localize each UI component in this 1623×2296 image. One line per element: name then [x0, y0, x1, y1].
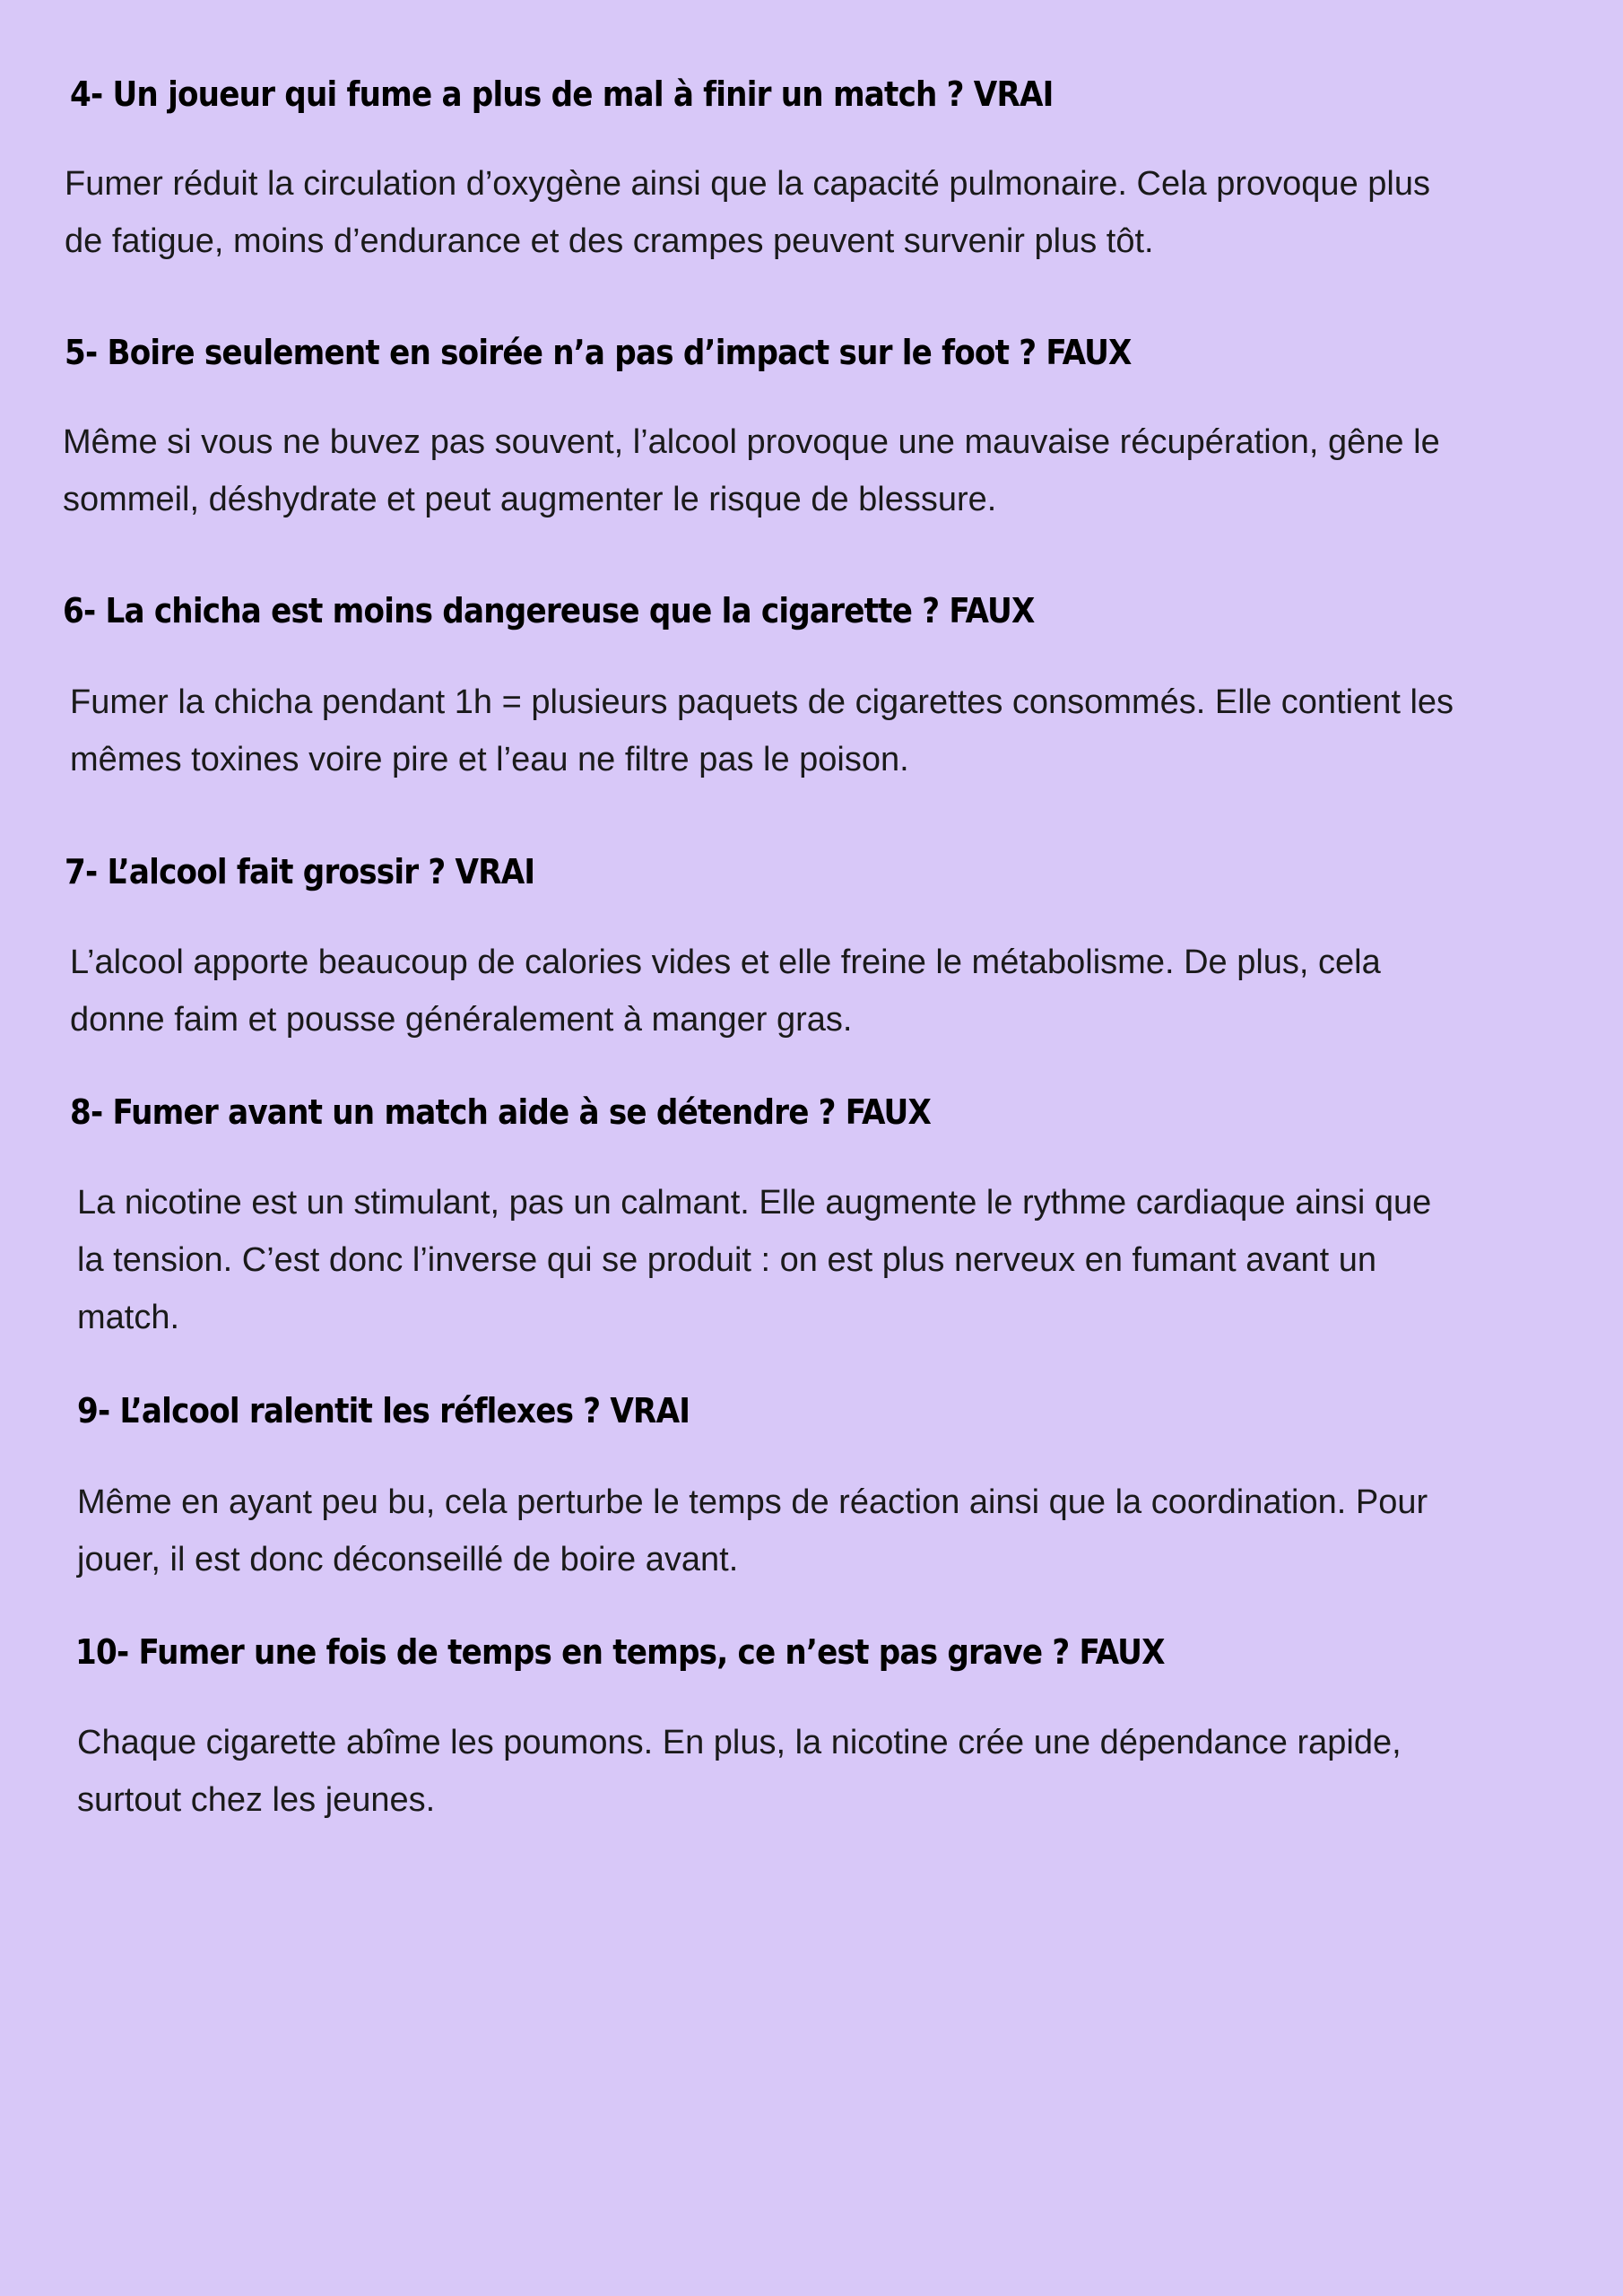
question-9-title: 9- L’alcool ralentit les réflexes ? VRAI [77, 1391, 690, 1431]
answer-line: Fumer réduit la circulation d’oxygène ainsi que la capacité pulmonaire. Cela provoque plus [65, 165, 1430, 203]
answer-line: sommeil, déshydrate et peut augmenter le risque de blessure. [63, 481, 997, 518]
answer-line: la tension. C’est donc l’inverse qui se produit : on est plus nerveux en fumant avant un [77, 1241, 1377, 1279]
question-8-answer [77, 1174, 1619, 1346]
question-4-title: 4- Un joueur qui fume a plus de mal à finir un match ? VRAI [70, 74, 1054, 114]
answer-line: jouer, il est donc déconseillé de boire avant. [77, 1541, 739, 1578]
answer-line: La nicotine est un stimulant, pas un calmant. Elle augmente le rythme cardiaque ainsi que [77, 1184, 1432, 1222]
answer-line: match. [77, 1299, 180, 1336]
question-7-title: 7- L’alcool fait grossir ? VRAI [65, 852, 535, 891]
question-9-answer [77, 1474, 1619, 1588]
question-5-answer [63, 413, 1605, 528]
answer-line: donne faim et pousse généralement à manger gras. [70, 1001, 853, 1039]
answer-line: mêmes toxines voire pire et l’eau ne filtre pas le poison. [70, 741, 909, 778]
question-5-title: 5- Boire seulement en soirée n’a pas d’impact sur le foot ? FAUX [65, 333, 1132, 372]
question-6-title: 6- La chicha est moins dangereuse que la cigarette ? FAUX [63, 591, 1035, 631]
question-8-title: 8- Fumer avant un match aide à se détendre ? FAUX [70, 1092, 932, 1132]
question-10-answer [77, 1714, 1619, 1829]
question-7-answer [70, 934, 1612, 1048]
question-10-title: 10- Fumer une fois de temps en temps, ce n’est pas grave ? FAUX [75, 1632, 1165, 1672]
answer-line: surtout chez les jeunes. [77, 1781, 436, 1819]
answer-line: de fatigue, moins d’endurance et des crampes peuvent survenir plus tôt. [65, 222, 1154, 260]
answer-line: Même si vous ne buvez pas souvent, l’alcool provoque une mauvaise récupération, gêne le [63, 423, 1440, 461]
answer-line: Fumer la chicha pendant 1h = plusieurs paquets de cigarettes consommés. Elle contient les [70, 683, 1454, 721]
question-6-answer [70, 674, 1612, 788]
answer-line: Chaque cigarette abîme les poumons. En plus, la nicotine crée une dépendance rapide, [77, 1724, 1402, 1761]
question-4-answer [65, 155, 1607, 270]
answer-line: Même en ayant peu bu, cela perturbe le temps de réaction ainsi que la coordination. Pour [77, 1483, 1428, 1521]
answer-line: L’alcool apporte beaucoup de calories vides et elle freine le métabolisme. De plus, cela [70, 944, 1381, 981]
